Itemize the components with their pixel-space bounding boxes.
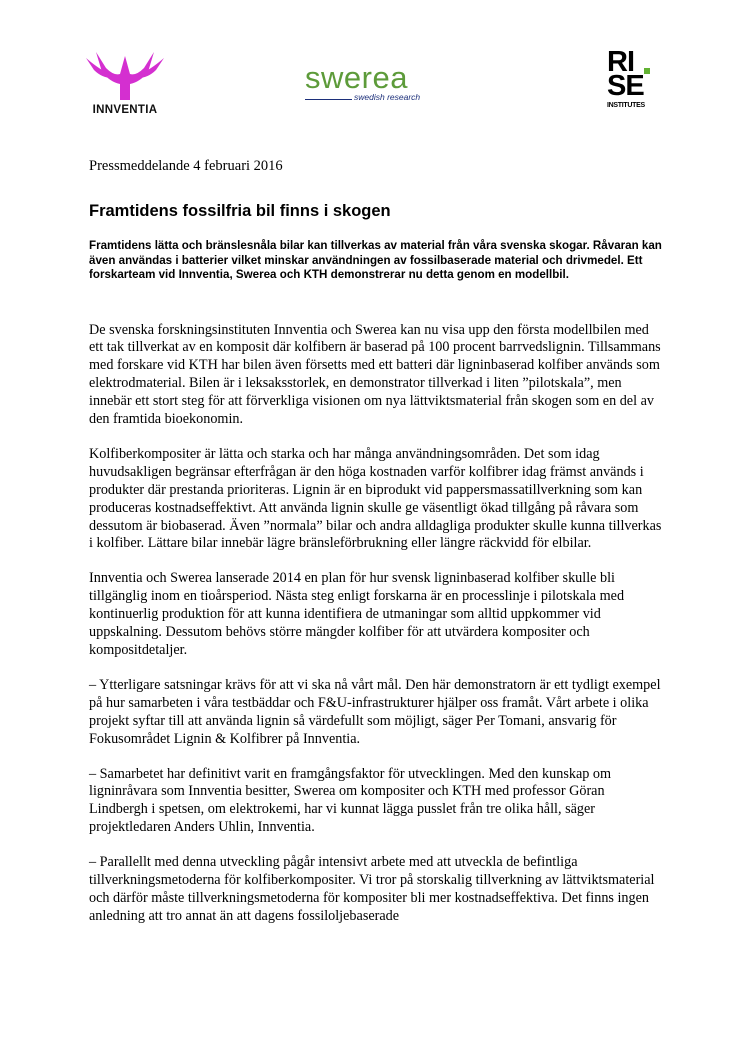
rise-green-dot <box>644 68 650 74</box>
swerea-tagline: swedish research <box>354 92 421 102</box>
logo-header <box>0 0 746 130</box>
press-release-body <box>89 158 664 926</box>
body-paragraph: De svenska forskningsinstituten Innventia och Swerea kan nu visa upp den första modellbilen med ett tak tillverkat av en komposit där kolfibern är baserad på 100 procent barrvedslignin. Tillsammans med forskare vid KTH har bilen även försetts med ett batteri där ligninbaserad kolfiber används som elektrodmaterial. Bilen är i leksaksstorlek, en demonstrator tillverkad i liten ”pilotskala”, men innebär ett stort steg för att förverkliga visionen om nya lättviktsmaterial från skogen som en del av den framtida bioekonomin. <box>89 321 661 428</box>
innventia-logo <box>84 48 170 120</box>
innventia-tree-icon <box>84 48 166 102</box>
rise-wordmark-top: RI <box>607 46 634 78</box>
swerea-wordmark: swerea <box>305 60 408 95</box>
innventia-wordmark: INNVENTIA <box>92 104 158 116</box>
lead-paragraph: Framtidens lätta och bränslesnåla bilar kan tillverkas av material från våra svenska skogar. Råvaran kan även användas i batterier vilket minskar användningen av fossilbaserade material och drivmedel. Ett forskarteam vid Innventia, Swerea och KTH demonstrerar nu detta genom en modellbil. <box>89 239 662 281</box>
release-date: Pressmeddelande 4 februari 2016 <box>89 158 283 174</box>
body-paragraph: Innventia och Swerea lanserade 2014 en plan för hur svensk ligninbaserad kolfiber skulle bli tillgänglig inom en tioårsperiod. Nästa steg enligt forskarna är en processlinje i pilotskala med kontinuerlig produktion för att kunna identifiera de utmaningar som alltid uppkommer vid uppskalning. Dessutom behövs större mängder kolfiber för att utvärdera kompositer och kompositdetaljer. <box>89 570 625 658</box>
page-title: Framtidens fossilfria bil finns i skogen <box>89 202 391 220</box>
rise-logo <box>600 47 662 119</box>
quote-paragraph: – Parallellt med denna utveckling pågår intensivt arbete med att utveckla de befintliga tillverkningsmetoderna för kolfiberkompositer. Vi tror på storskalig tillverkning av lättviktsmaterial och därför måste tillverkningsmetoderna för kompositer bli mer kostnadseffektiva. Det finns ingen anledning att tro annat än att dagens fossiloljebaserade <box>89 854 655 924</box>
rise-institutes-label: INSTITUTES <box>607 102 645 109</box>
quote-paragraph: – Samarbetet har definitivt varit en framgångsfaktor för utvecklingen. Med den kunskap om ligninråvara som Innventia besitter, Swerea om kompositer och KTH med professor Göran Lindbergh i spetsen, om elektrokemi, har vi kunnat lägga pusslet från tre olika håll, säger projektledaren Anders Uhlin, Innventia. <box>89 765 612 836</box>
body-paragraph: Kolfiberkompositer är lätta och starka och har många användningsområden. Det som idag huvudsakligen begränsar efterfrågan är den höga kostnaden varför kolfibrer idag främst används i produkter där prestanda prioriteras. Lignin är en biprodukt vid pappersmassatillverkning som kan produceras kostnadseffektivt. Att använda lignin skulle ge väsentligt ökad tillgång på råvara som dessutom är biobaserad. Även ”normala” bilar och andra alldagliga produkter skulle kunna tillverkas i kolfiber. Lättare bilar innebär lägre bränsleförbrukning eller längre räckvidd för elbilar. <box>89 445 662 552</box>
rise-wordmark-bottom: SE <box>607 70 644 102</box>
swerea-underline <box>305 99 352 100</box>
quote-paragraph: – Ytterligare satsningar krävs för att vi ska nå vårt mål. Den här demonstratorn är ett tydligt exempel på hur samarbeten i våra testbäddar och F&U-infrastrukturer hjälper oss framåt. Vårt arbete i olika projekt syftar till att använda lignin så värdefullt som möjligt, säger Per Tomani, ansvarig för Fokusområdet Lignin & Kolfibrer på Innventia. <box>89 676 661 747</box>
swerea-logo <box>302 62 442 106</box>
